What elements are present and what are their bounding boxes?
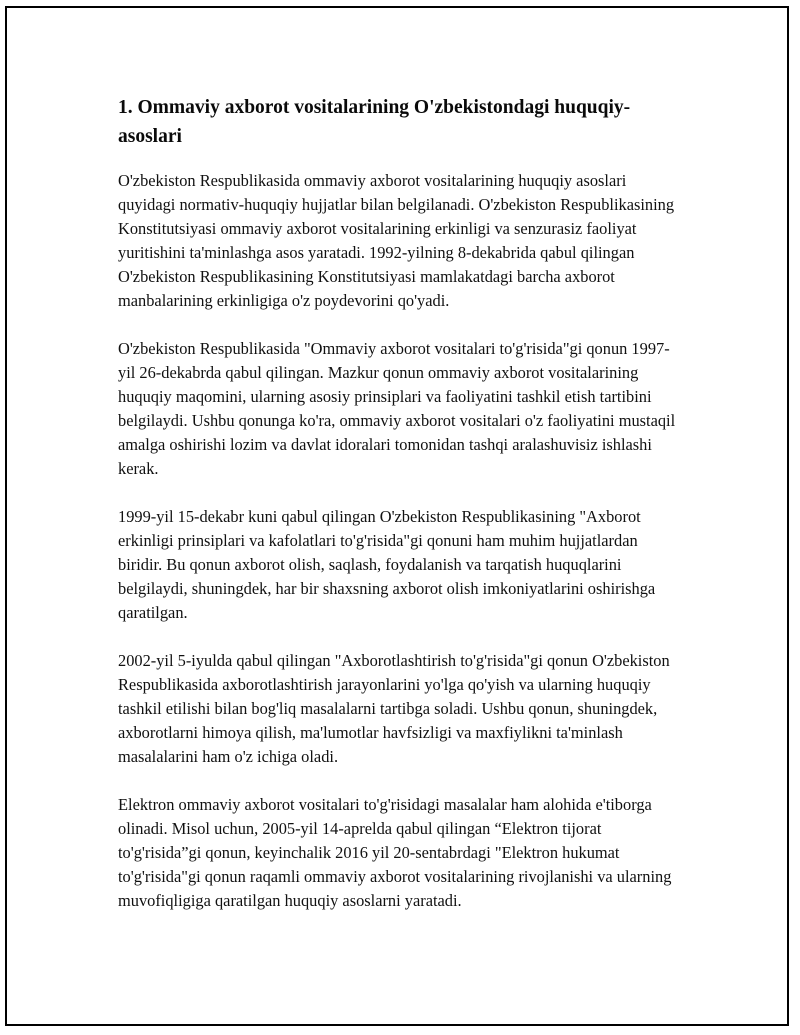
section-heading: 1. Ommaviy axborot vositalarining O'zbekistondagi huquqiy-asoslari (118, 97, 631, 147)
paragraph-2: O'zbekiston Respublikasida "Ommaviy axborot vositalari to'g'risida"gi qonun 1997-yil 26-dekabrda qabul qilingan. Mazkur qonun ommaviy axborot vositalarining huquqiy maqomini, ularning asosiy prinsiplari va faoliyatini tashkil etish tartibini belgilaydi. Ushbu qonunga ko'ra, ommaviy axborot vositalari o'z faoliyatini mustaqil amalga oshirishi lozim va davlat idoralari tomonidan tashqi aralashuvisiz ishlashi kerak. (118, 339, 676, 478)
document-body (118, 93, 684, 937)
paragraph-3: 1999-yil 15-dekabr kuni qabul qilingan O'zbekiston Respublikasining "Axborot erkinligi prinsiplari va kafolatlari to'g'risida"gi qonuni ham muhim hujjatlardan biridir. Bu qonun axborot olish, saqlash, foydalanish va tarqatish huquqlarini belgilaydi, shuningdek, har bir shaxsning axborot olish imkoniyatlarini oshirishga qaratilgan. (118, 507, 656, 622)
paragraph-5: Elektron ommaviy axborot vositalari to'g'risidagi masalalar ham alohida e'tiborga olinadi. Misol uchun, 2005-yil 14-aprelda qabul qilingan “Elektron tijorat to'g'risida”gi qonun, keyinchalik 2016 yil 20-sentabrdagi "Elektron hukumat to'g'risida"gi qonun raqamli ommaviy axborot vositalarining rivojlanishi va ularning muvofiqligiga qaratilgan huquqiy asoslarni yaratadi. (118, 795, 672, 910)
paragraph-1: O'zbekiston Respublikasida ommaviy axborot vositalarining huquqiy asoslari quyidagi normativ-huquqiy hujjatlar bilan belgilanadi. O'zbekiston Respublikasining Konstitutsiyasi ommaviy axborot vositalarining erkinligi va senzurasiz faoliyat yuritishini ta'minlashga asos yaratadi. 1992-yilning 8-dekabrida qabul qilingan O'zbekiston Respublikasining Konstitutsiyasi mamlakatdagi barcha axborot manbalarining erkinligiga o'z poydevorini qo'yadi. (118, 171, 675, 310)
paragraph-4: 2002-yil 5-iyulda qabul qilingan "Axborotlashtirish to'g'risida"gi qonun O'zbekiston Respublikasida axborotlashtirish jarayonlarini yo'lga qo'yish va ularning huquqiy tashkil etilishi bilan bog'liq masalalarni tartibga soladi. Ushbu qonun, shuningdek, axborotlarni himoya qilish, ma'lumotlar havfsizligi va maxfiylikni ta'minlash masalalarini ham o'z ichiga oladi. (118, 651, 670, 766)
